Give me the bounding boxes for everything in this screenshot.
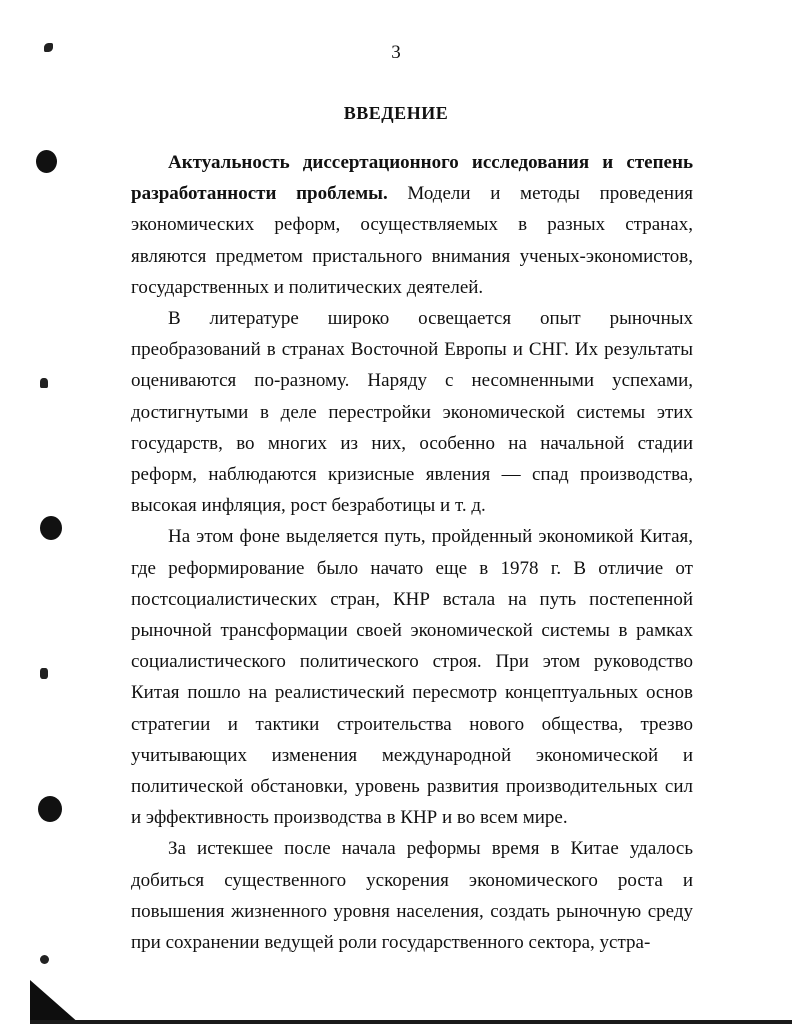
body-text	[131, 147, 693, 958]
scan-corner-shadow	[30, 980, 80, 1024]
scan-speck	[40, 668, 48, 679]
punch-hole	[36, 150, 57, 173]
punch-hole	[38, 796, 62, 822]
paragraph-china-path: На этом фоне выделяется путь, пройденный экономикой Китая, где реформирование было начато еще в 1978 г. В отличие от постсоциалистических стран, КНР встала на путь постепенной рыночной трансформации своей экономической системы в рамках социалистического политического строя. При этом руководство Китая пошло на реалистический пересмотр концептуальных основ стратегии и тактики строительства нового общества, трезво учитывающих изменения международной экономической и политической обстановки, уровень развития производительных сил и эффективность производства в КНР и во всем мире.	[131, 526, 693, 829]
paragraph-literature: В литературе широко освещается опыт рыночных преобразований в странах Восточной Европы и СНГ. Их результаты оцениваются по-разному. Наряду с несомненными успехами, достигнутыми в деле перестройки экономической системы этих государств, во многих из них, особенно на начальной стадии реформ, наблюдаются кризисные явления — спад производства, высокая инфляция, рост безработицы и т. д.	[131, 308, 693, 517]
page-number: 3	[391, 42, 401, 63]
punch-hole	[40, 516, 62, 540]
paragraph-lead-bold: Актуальность диссертационного исследования и степень разработанности проблемы.	[131, 152, 693, 205]
paragraph-reform-results: За истекшее после начала реформы время в Китае удалось добиться существенного ускорения экономического роста и повышения жизненного уровня населения, создать рыночную среду при сохранении ведущей роли государственного сектора, устра-	[131, 838, 693, 954]
scan-bottom-edge	[30, 1020, 792, 1024]
section-heading: ВВЕДЕНИЕ	[343, 103, 449, 123]
scan-speck	[40, 955, 49, 964]
scan-speck	[40, 378, 48, 388]
paragraph-relevance	[131, 147, 693, 303]
paragraph-text: Модели и методы проведения экономических реформ, осуществляемых в разных странах, являются предметом пристального внимания ученых-экономистов, государственных и политических деятелей.	[131, 183, 693, 298]
